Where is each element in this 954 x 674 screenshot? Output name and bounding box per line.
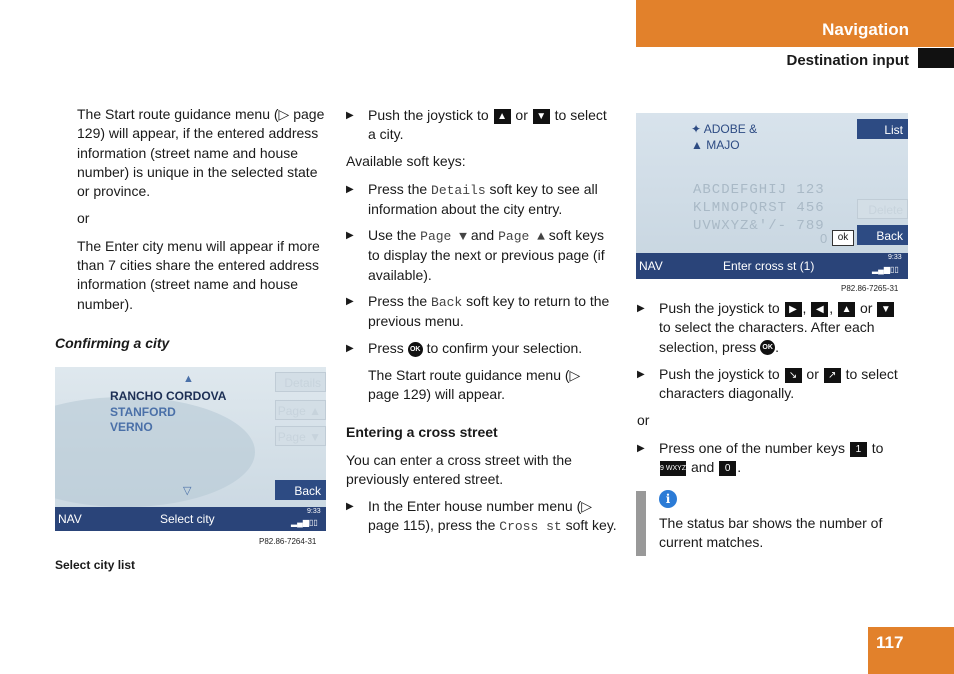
ok-char: ok — [832, 230, 854, 246]
page-number-box — [868, 627, 954, 674]
joystick-down-key: ▼ — [877, 302, 894, 317]
ok-button-icon: OK — [760, 340, 775, 355]
entered-text — [691, 121, 757, 153]
bullet-item — [637, 365, 909, 404]
text: In the Enter house number menu (▷ page 115), press the — [368, 498, 592, 534]
bullet-item — [346, 180, 618, 220]
joystick-down-key: ▼ — [533, 109, 550, 124]
section-title: Navigation — [822, 20, 909, 39]
joystick-diagonal-up-key: ↗ — [824, 368, 841, 383]
note-text: The status bar shows the number of current matches. — [659, 515, 883, 551]
signal-icon: ▂▄▆▯▯ — [291, 518, 318, 527]
softkey-back: Back — [857, 225, 908, 245]
bullet-item: ▶ Push the joystick to ▶ , ◀ , ▲ or ▼ to select the characters. After each selection, press OK . — [637, 299, 909, 357]
softkey-details: Details — [275, 372, 326, 392]
text: Press one of the number keys — [659, 440, 845, 456]
city-list — [110, 389, 226, 436]
text: or — [859, 300, 873, 316]
paragraph: Available soft keys: — [346, 153, 466, 169]
bullet-item — [346, 497, 618, 537]
text: Push the joystick to — [659, 300, 780, 316]
softkey-page-up: Page ▲ — [275, 400, 326, 420]
text: to confirm your selection. — [426, 340, 583, 356]
text: soft keys to display the next or previous page (if available). — [368, 227, 605, 283]
text: or — [515, 107, 528, 123]
joystick-up-key: ▲ — [494, 109, 511, 124]
bullet-arrow-icon: ▶ — [346, 184, 354, 195]
bullet-item — [346, 292, 618, 332]
softkey-name: Cross st — [499, 519, 562, 535]
softkey-list: List — [857, 119, 908, 139]
paragraph: The Enter city menu will appear if more than 7 cities share the entered address information (street name and house number). — [77, 237, 320, 312]
bullet-arrow-icon: ▶ — [637, 443, 645, 454]
character-grid — [693, 181, 825, 235]
ok-button-icon: OK — [408, 342, 423, 357]
page-number: 117 — [876, 633, 904, 652]
joystick-right-key: ▶ — [785, 302, 802, 317]
bullet-item — [637, 439, 909, 478]
status-title: Select city — [160, 512, 215, 526]
bullet-arrow-icon: ▶ — [346, 343, 354, 354]
softkey-name: Page ▲ — [498, 229, 545, 244]
softkey-delete: Delete — [857, 199, 908, 219]
status-time: 9:33 — [307, 508, 321, 515]
section-tab — [636, 0, 954, 47]
signal-icon: ▂▄▆▯▯ — [872, 265, 899, 274]
paragraph: The Start route guidance menu (▷ page 129) will appear, if the entered address information (street name and house number) is unique in the selected state or province. — [77, 106, 325, 200]
a-icon: ▲ — [691, 138, 707, 152]
enter-cross-street-screenshot — [636, 113, 908, 279]
text: soft key. — [565, 517, 617, 534]
text: to select the characters. After each selection, press — [659, 319, 875, 355]
info-icon: i — [659, 490, 677, 508]
subsection-marker — [918, 48, 954, 68]
text: Use the — [368, 227, 417, 243]
select-city-screenshot — [55, 367, 326, 531]
softkey-name: Details — [431, 183, 486, 198]
number-key-9: 9 WXYZ — [660, 461, 686, 476]
zero-char: 0 — [820, 231, 828, 246]
text: Push the joystick to — [368, 107, 489, 123]
bullet-arrow-icon: ▶ — [637, 303, 645, 314]
bullet-arrow-icon: ▶ — [346, 110, 354, 121]
text: . — [775, 338, 780, 355]
char-row: UVWXYZ&'/- 789 — [693, 218, 825, 234]
text: to — [871, 440, 884, 456]
scroll-up-icon: ▲ — [183, 373, 194, 385]
char-row: ABCDEFGHIJ 123 — [693, 182, 825, 198]
col1-intro — [77, 105, 327, 314]
text: soft key to return to the previous menu. — [368, 293, 610, 330]
star-icon: ✦ — [691, 122, 704, 136]
joystick-diagonal-down-key: ↘ — [785, 368, 802, 383]
figure-caption: Select city list — [55, 558, 136, 572]
text: and — [690, 459, 715, 476]
city-item: STANFORD — [110, 404, 176, 419]
bullet-arrow-icon: ▶ — [346, 230, 354, 241]
number-key-1: 1 — [850, 442, 867, 457]
joystick-up-key: ▲ — [838, 302, 855, 317]
status-time: 9:33 — [888, 254, 902, 261]
text: to select characters diagonally. — [659, 366, 898, 402]
status-title: Enter cross st (1) — [723, 259, 815, 273]
scroll-down-icon: ▽ — [183, 485, 192, 497]
or-text: or — [637, 412, 650, 428]
char-row: KLMNOPQRST 456 — [693, 200, 825, 216]
note-bar — [636, 491, 646, 556]
status-bar — [636, 253, 908, 279]
text: to select a city. — [368, 107, 607, 143]
text: and — [470, 227, 495, 243]
text: Push the joystick to — [659, 366, 780, 382]
city-item: RANCHO CORDOVA — [110, 389, 227, 403]
bullet-arrow-icon: ▶ — [637, 369, 645, 380]
section-heading: Entering a cross street — [346, 424, 498, 440]
text: Press the — [368, 181, 428, 197]
status-nav: NAV — [58, 512, 82, 526]
softkey-name: Back — [431, 295, 463, 310]
text: Press the — [368, 293, 428, 309]
entry-line: ADOBE & — [703, 122, 758, 136]
figure-ref: P82.86-7265-31 — [841, 284, 899, 293]
paragraph: The Start route guidance menu (▷ page 129) will appear. — [368, 367, 581, 403]
text: or — [806, 366, 819, 382]
text: Press — [368, 340, 404, 356]
or-text: or — [77, 210, 90, 227]
text: . — [737, 459, 742, 476]
entry-line: MAJO — [706, 138, 740, 152]
subsection-title: Destination input — [786, 52, 909, 69]
softkey-page-down: Page ▼ — [275, 426, 326, 446]
section-heading: Confirming a city — [55, 335, 170, 351]
bullet-item — [346, 106, 618, 145]
status-nav: NAV — [639, 259, 663, 273]
figure-ref: P82.86-7264-31 — [259, 537, 317, 546]
bullet-item — [346, 339, 618, 358]
softkey-name: Page ▼ — [420, 229, 467, 244]
text: soft key to see all information about the city entry. — [368, 181, 598, 218]
joystick-left-key: ◀ — [811, 302, 828, 317]
number-key-0: 0 — [719, 461, 736, 476]
softkey-back: Back — [275, 480, 326, 500]
bullet-item — [346, 226, 618, 285]
bullet-arrow-icon: ▶ — [346, 501, 354, 512]
paragraph: You can enter a cross street with the previously entered street. — [346, 452, 572, 488]
bullet-arrow-icon: ▶ — [346, 296, 354, 307]
city-item: VERNO — [110, 420, 153, 434]
status-bar — [55, 507, 326, 531]
